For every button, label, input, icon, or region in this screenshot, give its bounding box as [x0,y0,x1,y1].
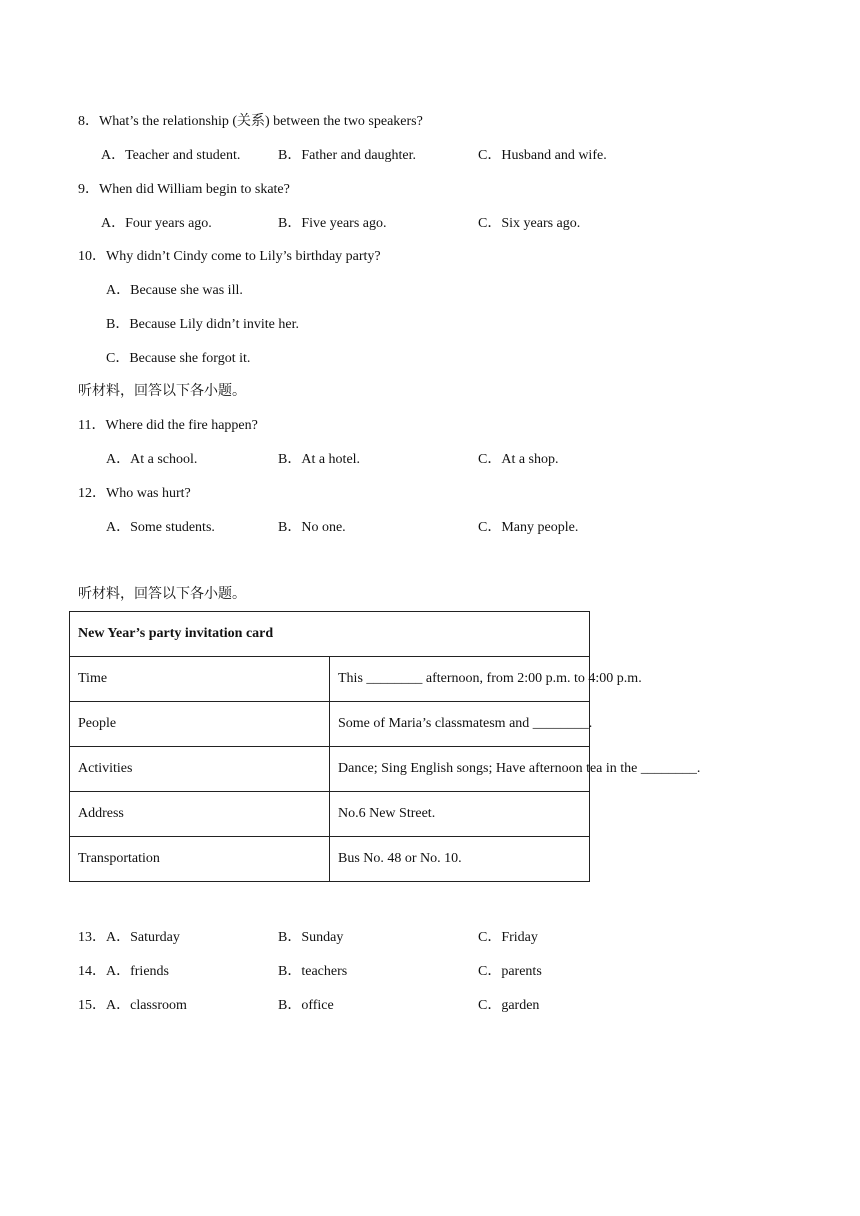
table-cell-label: People [70,702,330,747]
question-10-text: 10．Why didn’t Cindy come to Lily’s birthday party? [78,249,381,264]
question-8-option-c: C．Husband and wife. [478,148,607,163]
question-11-option-b: B．At a hotel. [278,452,361,467]
question-9-option-b: B．Five years ago. [278,216,387,231]
table-row [70,837,590,882]
question-13-option-a: 13．A．Saturday [78,930,180,945]
question-12-option-a: A．Some students. [106,520,215,535]
question-11-option-a: A．At a school. [106,452,198,467]
question-9-option-c: C．Six years ago. [478,216,581,231]
question-14-option-b: B．teachers [278,964,348,979]
table-cell-value: Some of Maria’s classmatesm and ________. [330,702,590,747]
table-title: New Year’s party invitation card [70,612,590,657]
table-cell-label: Address [70,792,330,837]
question-14-option-a: 14．A．friends [78,964,169,979]
question-12-option-c: C．Many people. [478,520,579,535]
table-cell-value: Dance; Sing English songs; Have afternoon tea in the ________. [330,747,590,792]
table-row [70,792,590,837]
question-15-option-c: C．garden [478,998,540,1013]
question-10-option-c: C．Because she forgot it. [106,351,251,366]
question-8-option-a: A．Teacher and student. [101,148,241,163]
section-instruction: 听材料，回答以下各小题。 [78,384,246,399]
question-9-text: 9．When did William begin to skate? [78,182,290,197]
question-11-option-c: C．At a shop. [478,452,559,467]
question-8-option-b: B．Father and daughter. [278,148,417,163]
table-cell-value: No.6 New Street. [330,792,590,837]
table-cell-value: This ________ afternoon, from 2:00 p.m. to 4:00 p.m. [330,657,590,702]
question-14-option-c: C．parents [478,964,542,979]
table-cell-label: Transportation [70,837,330,882]
question-12-option-b: B．No one. [278,520,346,535]
question-15-option-b: B．office [278,998,334,1013]
question-10-option-a: A．Because she was ill. [106,283,243,298]
question-8-text: 8．What’s the relationship (关系) between the two speakers? [78,114,423,129]
table-row [70,657,590,702]
table-cell-label: Time [70,657,330,702]
section-instruction: 听材料，回答以下各小题。 [78,587,246,602]
table-row [70,702,590,747]
question-12-text: 12．Who was hurt? [78,486,191,501]
table-cell-label: Activities [70,747,330,792]
table-row [70,612,590,657]
question-13-option-b: B．Sunday [278,930,344,945]
question-13-option-c: C．Friday [478,930,538,945]
invitation-card-table [69,611,701,882]
question-9-option-a: A．Four years ago. [101,216,212,231]
table-row [70,747,590,792]
table-cell-value: Bus No. 48 or No. 10. [330,837,590,882]
question-11-text: 11．Where did the fire happen? [78,418,258,433]
question-10-option-b: B．Because Lily didn’t invite her. [106,317,299,332]
question-15-option-a: 15．A．classroom [78,998,187,1013]
